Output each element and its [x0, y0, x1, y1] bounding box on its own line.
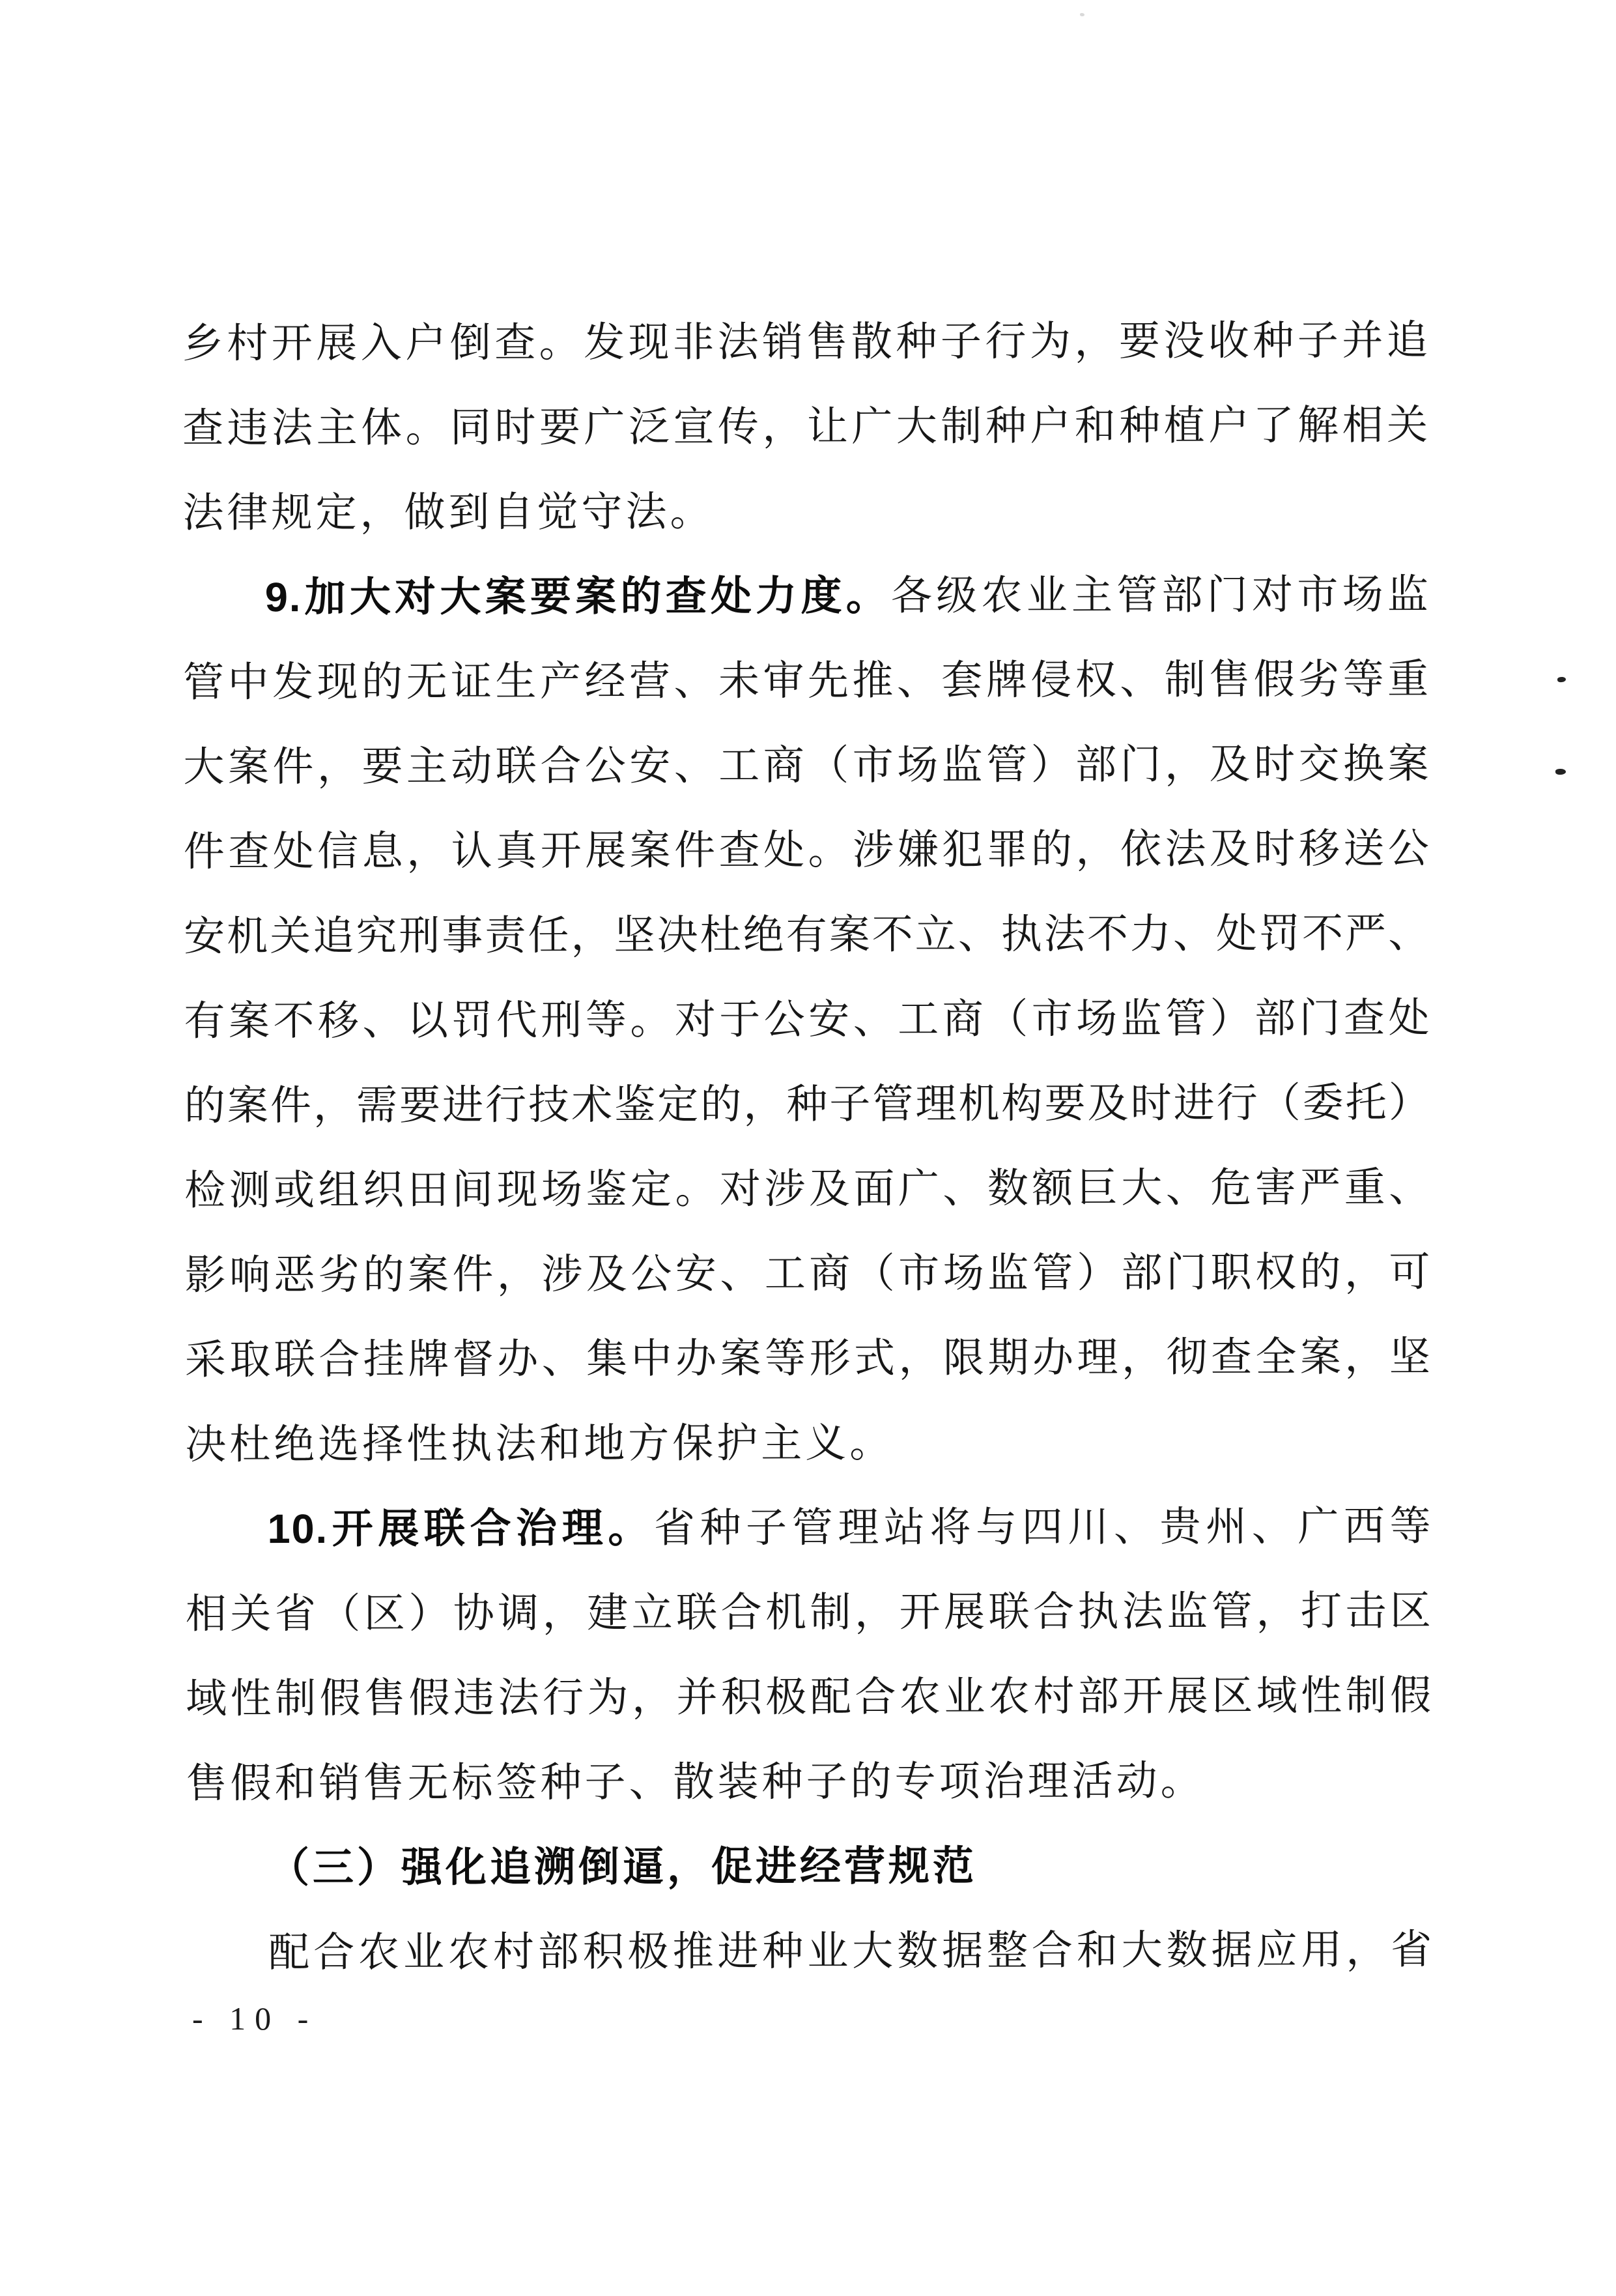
- text-line: [184, 975, 1430, 1063]
- text-line: [185, 1484, 1432, 1571]
- text-line: [184, 1145, 1431, 1233]
- line-text: 各级农业主管部门对市场监: [890, 571, 1430, 619]
- line-text: 大案件，要主动联合公安、工商（市场监管）部门，及时交换案: [183, 741, 1430, 790]
- document-body: [182, 298, 1434, 1995]
- text-line: [186, 1568, 1432, 1656]
- text-line: [184, 1229, 1431, 1317]
- line-text: 售假和销售无标签种子、散装种子的专项治理活动。: [186, 1758, 1205, 1807]
- text-line: [184, 806, 1430, 894]
- text-line: [184, 1060, 1431, 1148]
- text-line: [183, 552, 1430, 640]
- line-text: 安机关追究刑事责任，坚决杜绝有案不立、执法不力、处罚不严、: [184, 910, 1431, 960]
- line-text: 相关省（区）协调，建立联合机制，开展联合执法监管，打击区: [185, 1588, 1432, 1637]
- text-line: [186, 1653, 1432, 1741]
- text-line: [183, 721, 1430, 809]
- bold-lead: 10.开展联合治理。: [267, 1505, 655, 1553]
- line-text: 省种子管理站将与四川、贵州、广西等: [653, 1503, 1432, 1551]
- text-line: [182, 467, 1429, 555]
- line-text: 决杜绝选择性执法和地方保护主义。: [185, 1420, 894, 1468]
- line-text: 域性制假售假违法行为，并积极配合农业农村部开展区域性制假: [186, 1672, 1433, 1722]
- line-text: 有案不移、以罚代刑等。对于公安、工商（市场监管）部门查处: [184, 995, 1431, 1044]
- page-number: - 10 -: [192, 2000, 318, 2037]
- section-heading: [186, 1822, 1433, 1910]
- line-text: 查违法主体。同时要广泛宣传，让广大制种户和种植户了解相关: [182, 402, 1430, 452]
- scan-speck: [1080, 13, 1084, 16]
- bold-heading: （三）强化追溯倒逼，促进经营规范: [268, 1843, 977, 1891]
- text-line: [185, 1399, 1432, 1487]
- text-line: [186, 1907, 1433, 1995]
- bold-lead: 9.加大对大案要案的查处力度。: [264, 573, 892, 621]
- line-text: 乡村开展入户倒查。发现非法销售散种子行为，要没收种子并追: [182, 317, 1429, 367]
- text-line: [182, 298, 1429, 386]
- line-text: 管中发现的无证生产经营、未审先推、套牌侵权、制售假劣等重: [183, 656, 1430, 706]
- text-line: [186, 1738, 1432, 1826]
- line-text: 件查处信息，认真开展案件查处。涉嫌犯罪的，依法及时移送公: [183, 825, 1430, 875]
- text-line: [182, 382, 1429, 470]
- line-text: 影响恶劣的案件，涉及公安、工商（市场监管）部门职权的，可: [184, 1249, 1432, 1299]
- scan-speck: [1557, 676, 1566, 683]
- line-text: 的案件，需要进行技术鉴定的，种子管理机构要及时进行（委托）: [184, 1080, 1431, 1129]
- line-text: 配合农业农村部积极推进种业大数据整合和大数据应用，省: [268, 1927, 1434, 1976]
- line-text: 检测或组织田间现场鉴定。对涉及面广、数额巨大、危害严重、: [184, 1164, 1432, 1214]
- text-line: [185, 1314, 1432, 1402]
- text-line: [183, 637, 1430, 725]
- text-line: [184, 891, 1430, 979]
- scan-speck: [1555, 768, 1566, 775]
- line-text: 法律规定，做到自觉守法。: [182, 489, 715, 536]
- line-text: 采取联合挂牌督办、集中办案等形式，限期办理，彻查全案，坚: [184, 1334, 1432, 1383]
